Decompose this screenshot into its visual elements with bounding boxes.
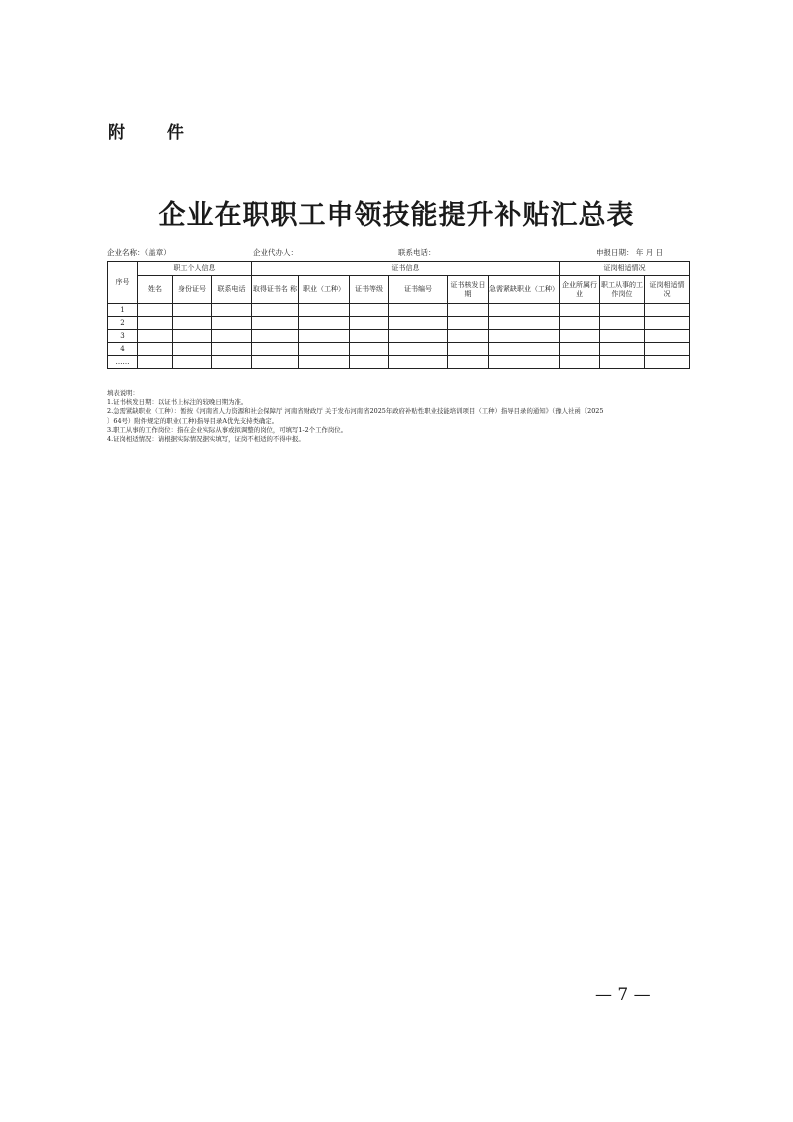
- page-number: — 7 —: [595, 985, 651, 1005]
- header-seq: 序号: [108, 262, 138, 304]
- notes-heading: 填表说明：: [107, 389, 139, 397]
- header-cert-name: 取得证书名 称: [252, 276, 299, 304]
- note-2: 2.急需紧缺职业（工种）：暂按《河南省人力资源和社会保障厅 河南省财政厅 关于发布河南省2025年政府补贴性职业技能培训项目（工种）指导目录的通知》（豫人社函〔2025: [107, 407, 604, 416]
- header-issue-date: 证书核发日 期: [448, 276, 489, 304]
- header-name: 姓名: [138, 276, 173, 304]
- summary-table: [107, 261, 690, 369]
- header-group-match: 证岗相适情况: [560, 262, 690, 276]
- row-seq: 3: [108, 330, 138, 343]
- header-post: 职工从事的工作岗位: [600, 276, 645, 304]
- header-phone: 联系电话: [212, 276, 252, 304]
- header-group-personal: 职工个人信息: [138, 262, 252, 276]
- header-group-cert: 证书信息: [252, 262, 560, 276]
- page-title: 企业在职职工申领技能提升补贴汇总表: [158, 200, 635, 231]
- header-shortage: 急需紧缺职业（工种）: [489, 276, 560, 304]
- table-row: [108, 343, 690, 356]
- row-seq: 2: [108, 317, 138, 330]
- row-seq: 4: [108, 343, 138, 356]
- table-row: [108, 304, 690, 317]
- agent-label: 企业代办人：: [253, 248, 298, 257]
- table-row: [108, 330, 690, 343]
- row-seq: ……: [108, 356, 138, 369]
- note-2-continued: 〕64号）附件规定的职业(工种)指导目录A优先支持类确定。: [107, 416, 279, 425]
- table-row: [108, 356, 690, 369]
- header-id: 身份证号: [173, 276, 212, 304]
- header-occupation: 职业（工种）: [299, 276, 350, 304]
- fill-instructions: [107, 389, 697, 444]
- attachment-label: 附 件: [108, 123, 202, 143]
- table-row: [108, 317, 690, 330]
- table-header-row-groups: [108, 262, 690, 276]
- header-match: 证岗相适情 况: [645, 276, 690, 304]
- note-1: 1.证书核发日期：以证书上标注的较晚日期为准。: [107, 398, 248, 407]
- row-seq: 1: [108, 304, 138, 317]
- table-header-row-columns: [108, 276, 690, 304]
- note-4: 4.证岗相适情况：请根据实际情况据实填写，证岗不相适的不得申报。: [107, 435, 305, 444]
- header-industry: 企业所属行 业: [560, 276, 600, 304]
- contact-phone-label: 联系电话：: [398, 248, 436, 257]
- note-3: 3.职工从事的工作岗位：指在企业实际从事或拟调整的岗位，可填写1-2个工作岗位。: [107, 425, 348, 434]
- header-level: 证书等级: [350, 276, 389, 304]
- header-cert-no: 证书编号: [389, 276, 448, 304]
- company-name-label: 企业名称：（盖章）: [107, 248, 171, 257]
- report-date-label: 申报日期： 年 月 日: [596, 248, 664, 257]
